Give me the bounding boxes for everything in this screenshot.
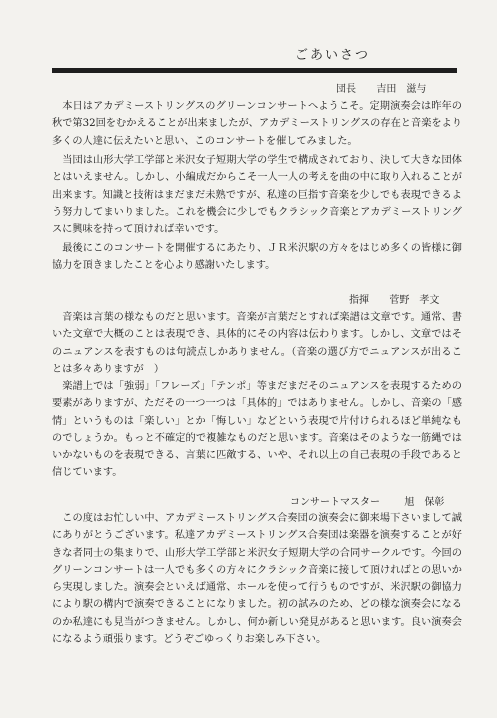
title-rule: [52, 68, 457, 73]
signature-role: 指揮: [349, 295, 369, 306]
signature-role: コンサートマスター: [290, 497, 380, 508]
signature-director: [336, 80, 426, 95]
paragraph: 本日はアカデミーストリングスのグリーンコンサートへようこそ。定期演奏会は昨年の秋で第32回をむかえることが出来ましたが、アカデミーストリングスの存在と音楽をより多くの人達に伝えたいと思い、このコンサートを催してみました。: [52, 101, 462, 147]
signature-name: 吉田 滋与: [376, 84, 427, 95]
signature-name: 菅野 孝文: [389, 295, 440, 306]
paragraph: 楽譜上では「強弱」「フレーズ」「テンポ」等まだまだそのニュアンスを表現するための要素がありますが、ただその一つ一つは「具体的」ではありません。しかし、音楽の「感情」というものは「楽しい」とか「悔しい」などという表現で片付けられるほど単純なものでしょうか。もっと不確定的で複雑なものだと思います。音楽はそのような一筋縄ではいかないものを表現できる、言葉に匹敵する、いや、それ以上の自己表現の手段であると信じています。: [52, 381, 462, 479]
title-block: [295, 44, 370, 63]
paragraph: 当団は山形大学工学部と米沢女子短期大学の学生で構成されており、決して大きな団体とはいえません。しかし、小編成だからこそ一人一人の考えを曲の中に取り入れることが出来ます。知識と技術はまだまだ未熟ですが、私達の巨指す音楽を少しでも表現できるよう努力してまいりました。これを機会に少しでもクラシック音楽とアカデミーストリングスに興味を持って頂ければ幸いです。: [52, 155, 462, 236]
page-title: ごあいさつ: [295, 48, 371, 63]
paragraph: 最後にこのコンサートを開催するにあたり、ＪＲ米沢駅の方々をはじめ多くの皆様に御協力を頂きましたことを心より感謝いたします。: [52, 243, 462, 272]
signature-role: 団長: [336, 84, 356, 95]
signature-name: 旭 保彰: [404, 497, 445, 508]
signature-conductor: [349, 291, 439, 306]
signature-concertmaster: [290, 493, 444, 508]
paragraph: 音楽は言葉の様なものだと思います。音楽が言葉だとすれば楽譜は文章です。通常、書いた文章で大概のことは表現でき、具体的にその内容は伝わります。しかし、文章ではそのニュアンスを表すものは句読点しかありません。（音楽の選び方でニュアンスが出ることは多々ありますが ）: [52, 312, 462, 375]
paragraph: この度はお忙しい中、アカデミーストリングス合奏団の演奏会に御来場下さいまして誠にありがとうございます。私達アカデミーストリングス合奏団は楽器を演奏することが好きな者同士の集まりで、山形大学工学部と米沢女子短期大学の合同サークルです。今回のグリーンコンサートは一人でも多くの方々にクラシック音楽に接して頂ければとの思いから実現しました。演奏会といえば通常、ホールを使って行うものですが、米沢駅の御協力により駅の構内で演奏できることになりました。初の試みのため、どの様な演奏会になるのか私達にも見当がつきません。しかし、何か新しい発見があると思います。良い演奏会になるよう頑張ります。どうぞごゆっくりお楽しみ下さい。: [52, 513, 462, 646]
